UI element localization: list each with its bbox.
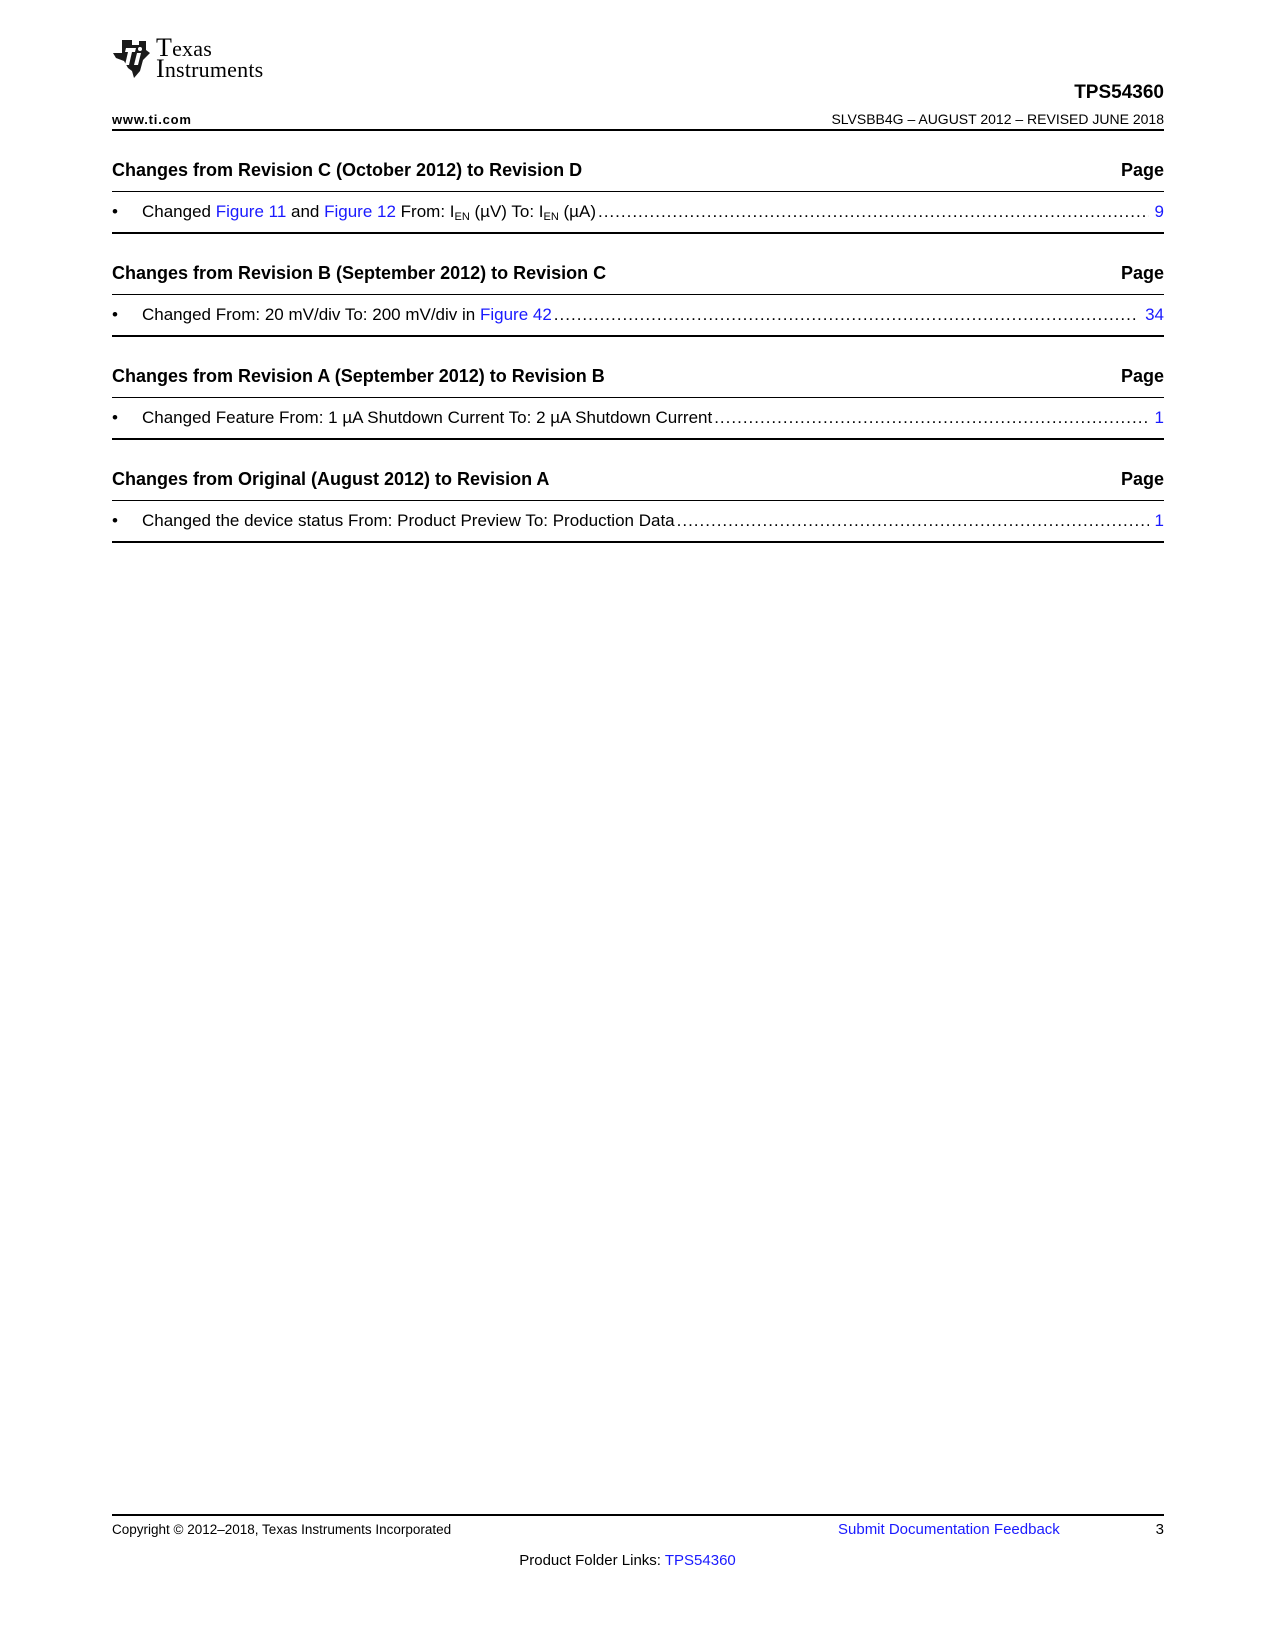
logo-wordmark-instruments: Instruments [156,54,264,83]
section-title: Changes from Original (August 2012) to Revision A [112,469,550,489]
text-segment: (µA) [558,202,596,221]
text-segment: Changed From: 20 mV/div To: 200 mV/div in [142,305,480,324]
page-link[interactable]: 1 [1154,408,1164,427]
page-number: 3 [1155,1521,1164,1538]
text-segment: Changed [142,202,216,221]
page-column-label: Page [1120,160,1164,180]
dot-leader [554,295,1139,335]
text-segment: and [286,202,325,221]
ti-logo-icon [112,38,152,80]
section-end-rule [112,541,1164,543]
figure-12-link[interactable]: Figure 12 [324,202,396,221]
bullet: • [112,511,118,530]
page-column-label: Page [1120,263,1164,283]
subscript: EN [454,211,470,223]
revision-line: SLVSBB4G – AUGUST 2012 – REVISED JUNE 2018 [831,111,1164,127]
section-end-rule [112,438,1164,440]
bullet: • [112,408,118,427]
bullet: • [112,202,118,221]
footer-divider [112,1514,1164,1516]
product-folder-links [0,1552,1255,1569]
logo-wordmark-texas: Texas [156,33,212,62]
text-segment: (µV) To: I [469,202,544,221]
dot-leader [598,192,1149,232]
subscript: EN [543,211,559,223]
change-entry [112,192,1164,232]
revision-section-a [112,466,1164,543]
page-column-label: Page [1120,366,1164,386]
change-text [142,295,552,335]
revision-section-c [112,260,1164,337]
change-text [142,192,596,237]
submit-feedback-link[interactable]: Submit Documentation Feedback [838,1521,1060,1538]
section-title: Changes from Revision A (September 2012) to Revision B [112,366,605,386]
product-folder-link[interactable]: TPS54360 [664,1552,736,1569]
document-number: TPS54360 [1074,82,1164,103]
change-entry [112,295,1164,335]
change-text: Changed Feature From: 1 µA Shutdown Current To: 2 µA Shutdown Current [142,408,713,427]
change-entry [112,398,1164,438]
header-divider [112,129,1164,131]
dot-leader [714,398,1148,438]
section-end-rule [112,335,1164,337]
page-link[interactable]: 1 [1154,511,1164,530]
page-link[interactable]: 34 [1145,305,1164,324]
section-title: Changes from Revision C (October 2012) to Revision D [112,160,583,180]
section-title: Changes from Revision B (September 2012) to Revision C [112,263,607,283]
revision-section-b [112,363,1164,440]
bullet: • [112,305,118,324]
figure-42-link[interactable]: Figure 42 [479,305,552,324]
text-segment: From: I [395,202,455,221]
revision-section-d [112,157,1164,234]
copyright-notice: Copyright © 2012–2018, Texas Instruments Incorporated [112,1522,452,1537]
page-column-label: Page [1120,469,1164,489]
site-url[interactable]: www.ti.com [112,112,192,127]
change-text: Changed the device status From: Product Preview To: Production Data [142,511,675,530]
page-link[interactable]: 9 [1154,202,1164,221]
ti-logo [112,33,264,83]
figure-11-link[interactable]: Figure 11 [215,202,287,221]
folder-label: Product Folder Links: [519,1552,665,1569]
dot-leader [677,501,1149,541]
change-entry [112,501,1164,541]
